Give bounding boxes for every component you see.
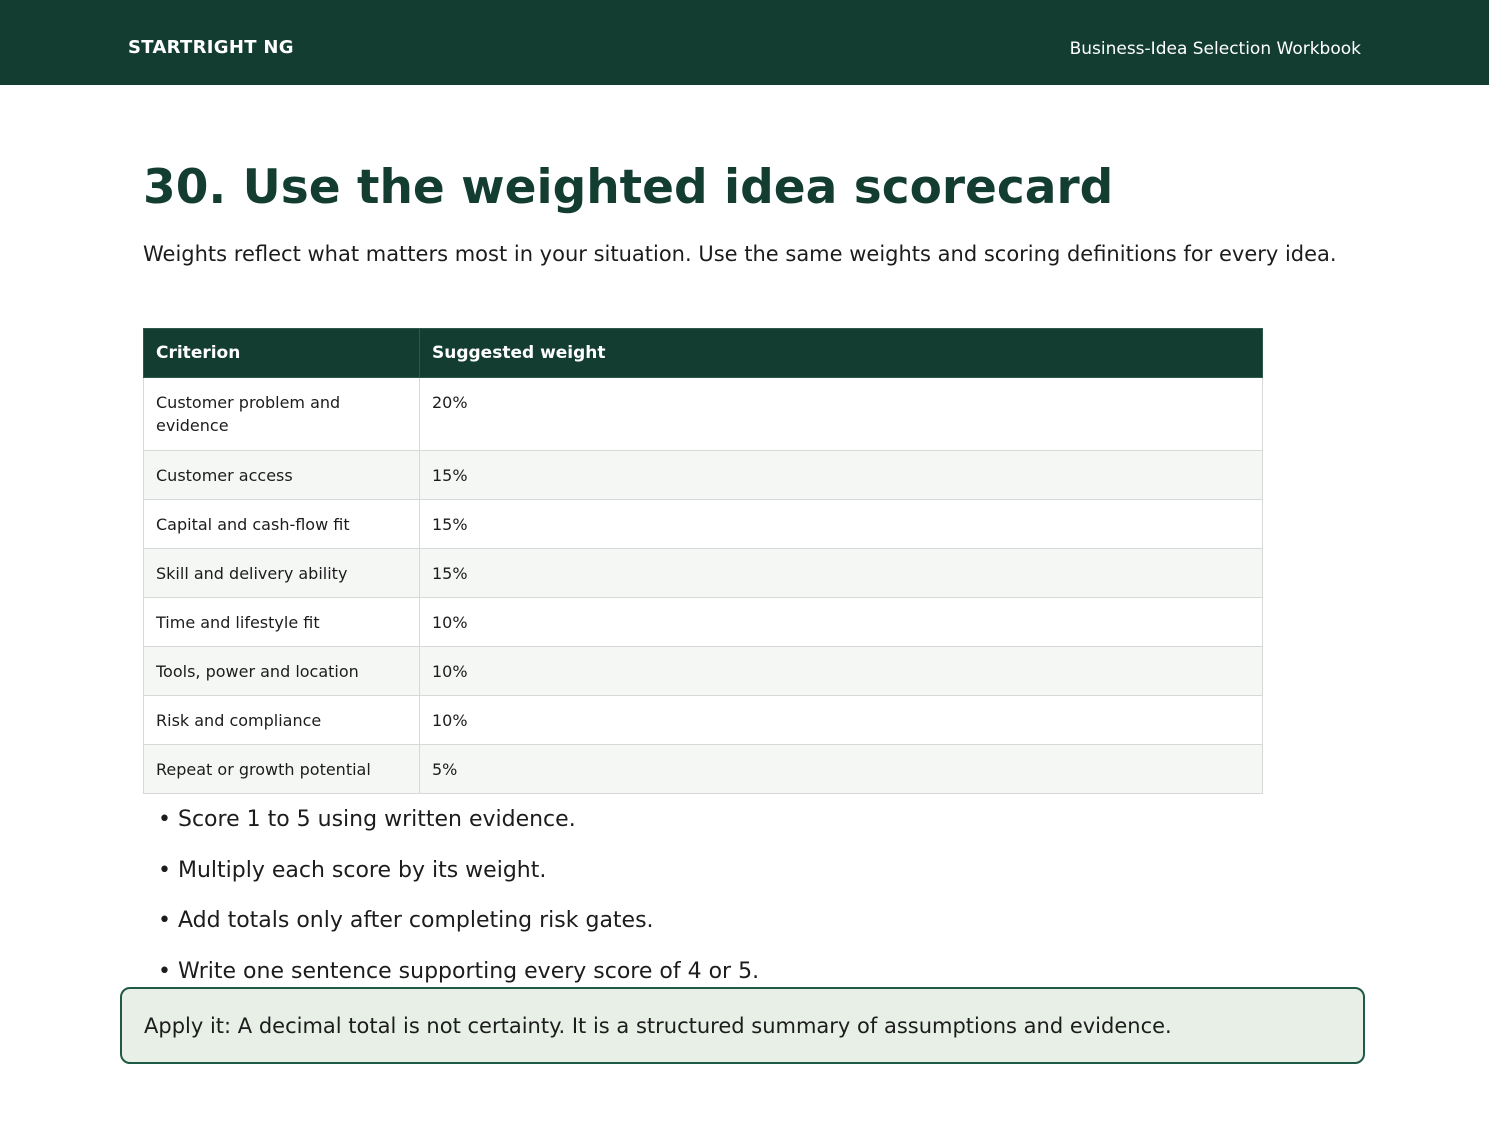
bullet-icon: • [158, 807, 171, 832]
weight-cell: 15% [420, 549, 1263, 598]
instruction-list [158, 802, 759, 1004]
column-header-weight: Suggested weight [420, 329, 1263, 378]
table-row [144, 549, 1263, 598]
callout-text: Apply it: A decimal total is not certainty. It is a structured summary of assumptions and evidence. [144, 1014, 1172, 1038]
weight-cell: 20% [420, 378, 1263, 451]
brand-name: STARTRIGHT NG [128, 37, 294, 58]
table-row [144, 598, 1263, 647]
list-item-text: Write one sentence supporting every score of 4 or 5. [177, 958, 760, 984]
weight-cell: 10% [420, 647, 1263, 696]
table-row [144, 647, 1263, 696]
list-item-text: Score 1 to 5 using written evidence. [177, 807, 576, 832]
criterion-cell: Time and lifestyle fit [144, 598, 420, 647]
weight-cell: 15% [420, 500, 1263, 549]
bullet-icon: • [158, 908, 171, 933]
top-bar [0, 0, 1489, 85]
bullet-icon: • [158, 958, 171, 984]
weights-table [143, 328, 1263, 794]
criterion-cell: Tools, power and location [144, 647, 420, 696]
weight-cell: 10% [420, 696, 1263, 745]
weight-cell: 15% [420, 451, 1263, 500]
weight-cell: 10% [420, 598, 1263, 647]
page-title: 30. Use the weighted idea scorecard [143, 160, 1114, 215]
list-item-text: Multiply each score by its weight. [177, 857, 547, 883]
intro-paragraph: Weights reflect what matters most in your situation. Use the same weights and scoring definitions for every idea. [143, 242, 1337, 266]
table-row [144, 378, 1263, 451]
criterion-cell: Customer access [144, 451, 420, 500]
table-row [144, 500, 1263, 549]
workbook-title: Business-Idea Selection Workbook [1069, 39, 1361, 59]
weight-cell: 5% [420, 745, 1263, 794]
table-row [144, 745, 1263, 794]
apply-it-callout [120, 987, 1365, 1064]
criterion-cell: Risk and compliance [144, 696, 420, 745]
criterion-cell: Skill and delivery ability [144, 549, 420, 598]
table-row [144, 696, 1263, 745]
criterion-cell: Repeat or growth potential [144, 745, 420, 794]
criterion-cell: Capital and cash-flow fit [144, 500, 420, 549]
column-header-criterion: Criterion [144, 329, 420, 378]
bullet-icon: • [158, 857, 171, 883]
table-header-row [144, 329, 1263, 378]
list-item [158, 903, 759, 954]
list-item-text: Add totals only after completing risk gates. [177, 908, 654, 933]
criterion-cell: Customer problem and evidence [144, 378, 420, 451]
list-item [158, 802, 759, 853]
table-row [144, 451, 1263, 500]
list-item [158, 853, 759, 904]
